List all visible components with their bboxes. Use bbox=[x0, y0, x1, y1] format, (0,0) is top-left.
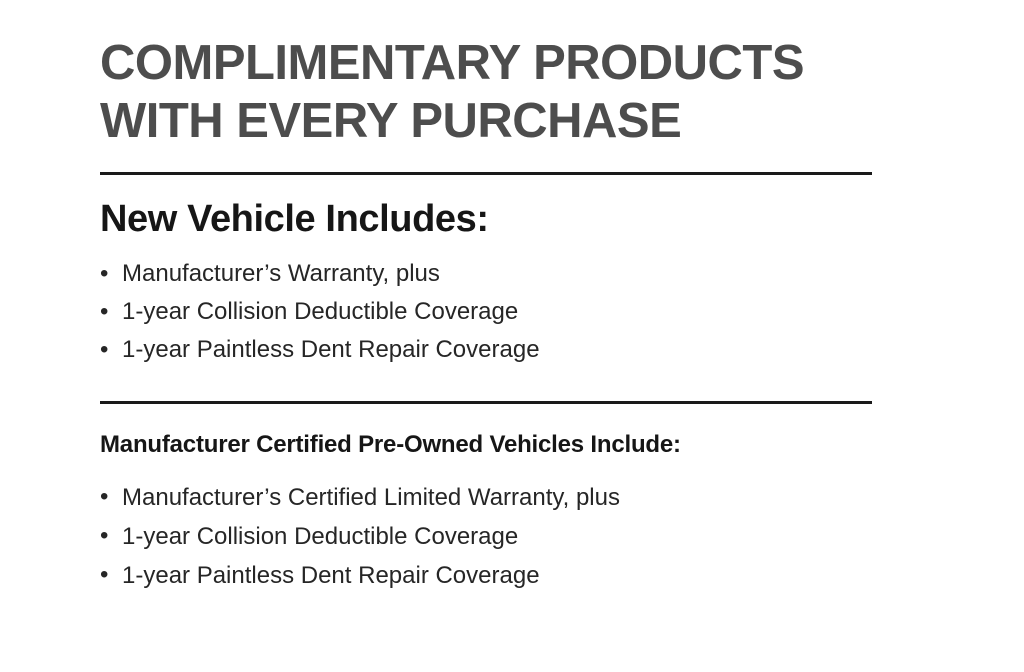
page-title-line-2: WITH EVERY PURCHASE bbox=[100, 94, 682, 148]
certified-pre-owned-list bbox=[100, 478, 890, 595]
divider-bottom bbox=[100, 401, 872, 404]
list-item: • Manufacturer’s Warranty, plus bbox=[100, 255, 890, 293]
page-title-line-1: COMPLIMENTARY PRODUCTS bbox=[100, 36, 805, 90]
list-item: • 1-year Paintless Dent Repair Coverage bbox=[100, 556, 890, 595]
list-item: • 1-year Paintless Dent Repair Coverage bbox=[100, 331, 890, 369]
section-title-new-vehicle: New Vehicle Includes: bbox=[100, 198, 489, 240]
list-item: • 1-year Collision Deductible Coverage bbox=[100, 517, 890, 556]
new-vehicle-list bbox=[100, 255, 890, 369]
page-title bbox=[100, 34, 890, 150]
list-item: • 1-year Collision Deductible Coverage bbox=[100, 293, 890, 331]
section-title-certified-pre-owned: Manufacturer Certified Pre-Owned Vehicles Include: bbox=[100, 431, 681, 458]
document-content bbox=[100, 34, 890, 595]
list-item: • Manufacturer’s Certified Limited Warranty, plus bbox=[100, 478, 890, 517]
divider-top bbox=[100, 172, 872, 175]
